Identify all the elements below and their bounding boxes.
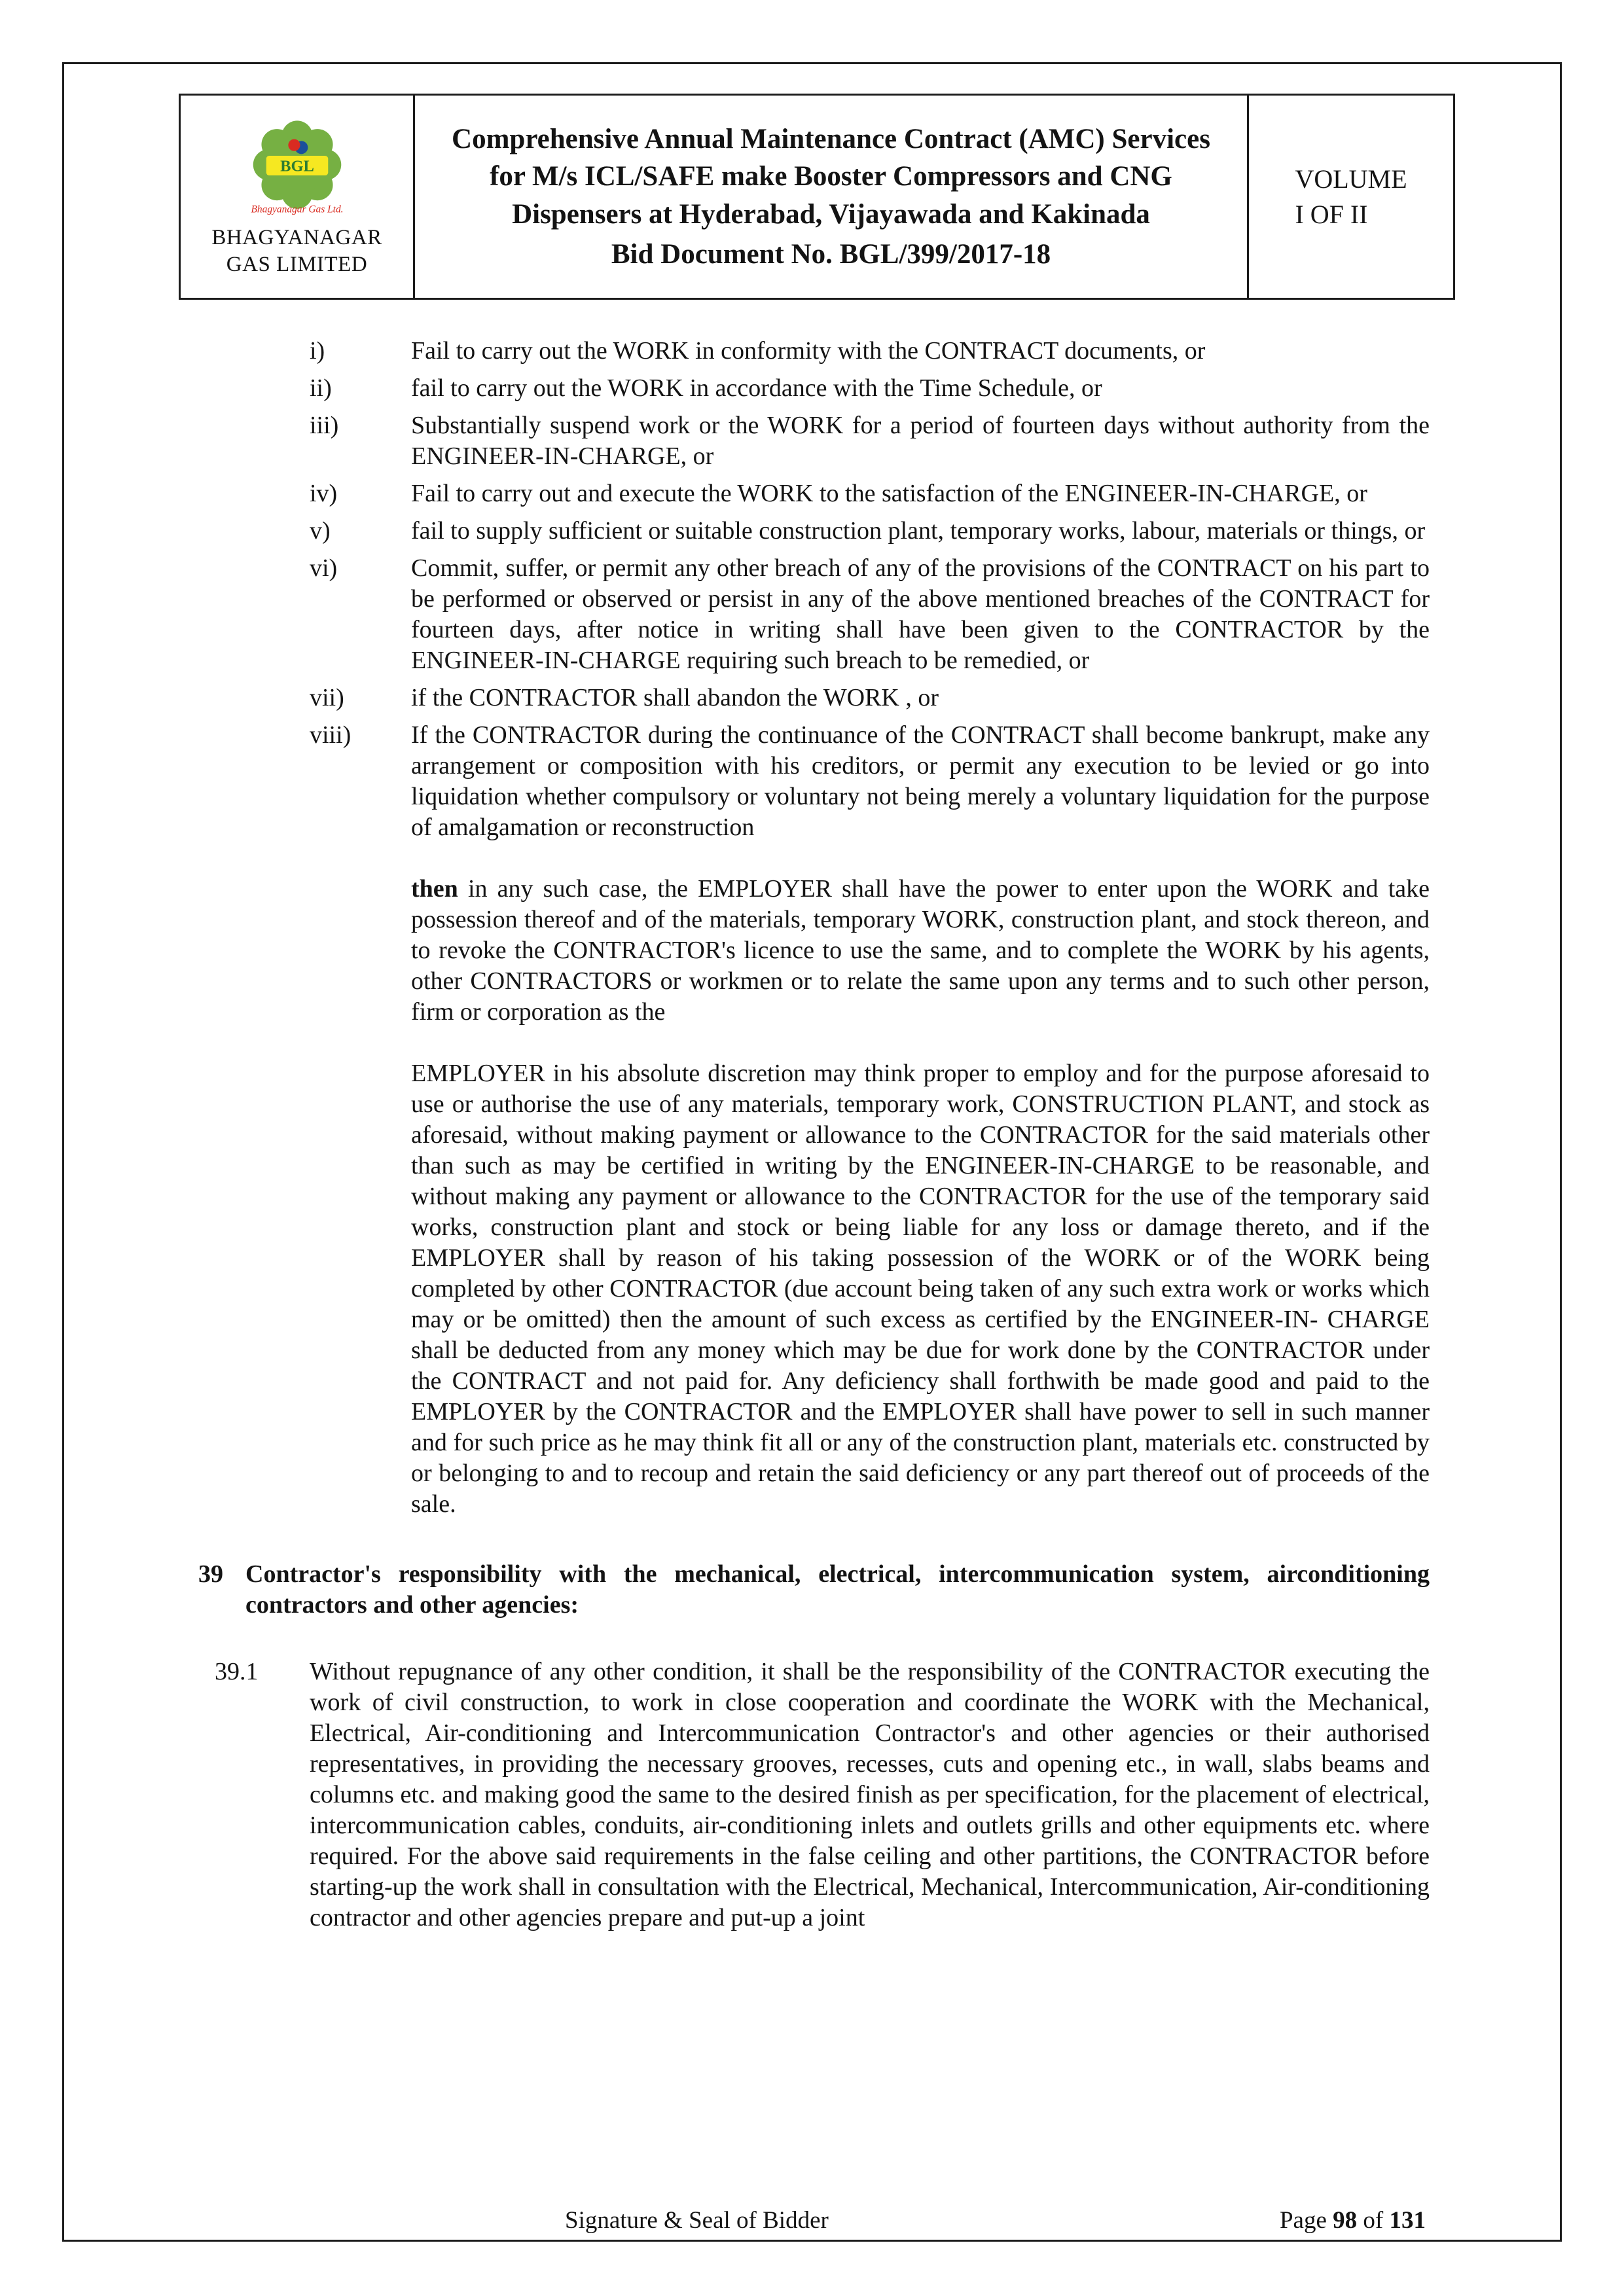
section-39-heading	[198, 1559, 1430, 1621]
page-border-frame	[62, 62, 1562, 2242]
bgl-logo-icon	[232, 115, 363, 223]
logo-subtitle: Bhagyanagar Gas Ltd.	[250, 204, 344, 215]
clause-39-1-number: 39.1	[215, 1658, 259, 1685]
clause-number: v)	[310, 517, 331, 545]
paragraph-then-text: in any such case, the EMPLOYER shall have the power to enter upon the WORK and take possession thereof and of the materials, temporary WORK, construction plant, and stock thereon, and to revoke the CONTRACTOR's licence to use the same, and to complete the WORK by his agents, other CONTRACTORS or workmen or to relate the same upon any terms and to such other person, firm or corporation as the	[411, 875, 1430, 1026]
clause-item-v	[198, 516, 1430, 547]
signature-label: Signature & Seal of Bidder	[565, 2207, 829, 2234]
org-name-line2: GAS LIMITED	[226, 253, 368, 276]
then-keyword: then	[411, 875, 458, 903]
logo-cell	[181, 96, 415, 298]
clause-item-vii	[198, 683, 1430, 713]
clause-item-iii	[198, 410, 1430, 472]
clause-item-iv	[198, 478, 1430, 509]
volume-label	[1295, 162, 1407, 232]
volume-line2: I OF II	[1295, 199, 1368, 229]
page-number: 98	[1333, 2207, 1358, 2234]
clause-number: vii)	[310, 684, 344, 711]
clause-item-viii	[198, 720, 1430, 843]
paragraph-then	[411, 874, 1430, 1028]
page-total: 131	[1389, 2207, 1426, 2234]
section-heading-text: Contractor's responsibility with the mechanical, electrical, intercommunication system, airconditioning contractors and other agencies:	[245, 1560, 1430, 1619]
contract-title: Comprehensive Annual Maintenance Contract (AMC) Services for M/s ICL/SAFE make Booster Compressors and CNG Dispensers at Hyderabad, Vijayawada and Kakinada	[452, 124, 1210, 230]
page-indicator	[1280, 2206, 1426, 2234]
clause-list	[198, 336, 1430, 843]
clause-text: if the CONTRACTOR shall abandon the WORK , or	[411, 684, 939, 711]
clause-text: Fail to carry out and execute the WORK to the satisfaction of the ENGINEER-IN-CHARGE, or	[411, 480, 1367, 507]
page-label: Page	[1279, 2207, 1333, 2234]
clause-number: iv)	[310, 480, 338, 507]
clause-number: vi)	[310, 554, 338, 582]
section-number: 39	[198, 1560, 223, 1588]
org-name-line1: BHAGYANAGAR	[211, 225, 382, 249]
logo-drop-red-icon	[288, 139, 300, 151]
clause-text: fail to carry out the WORK in accordance with the Time Schedule, or	[411, 374, 1102, 402]
clause-item-i	[198, 336, 1430, 367]
clause-text: If the CONTRACTOR during the continuance of the CONTRACT shall become bankrupt, make any arrangement or composition with his creditors, or permit any execution to be levied or go into liquidation whether compulsory or voluntary not being merely a voluntary liquidation for the purpose of amalgamation or reconstruction	[411, 721, 1430, 841]
paragraph-employer: EMPLOYER in his absolute discretion may think proper to employ and for the purpose aforesaid to use or authorise the use of any materials, temporary work, CONSTRUCTION PLANT, and stock as aforesaid, without making payment or allowance to the CONTRACTOR for the said materials other than such as may be certified in writing by the ENGINEER-IN-CHARGE to be reasonable, and without making any payment or allowance to the CONTRACTOR for the use of the temporary said works, construction plant and stock or being liable for any loss or damage thereto, and if the EMPLOYER shall by reason of his taking possession of the WORK or of the WORK being completed by other CONTRACTOR (due account being taken of any such extra work or works which may or be omitted) then the amount of such excess as certified by the ENGINEER-IN- CHARGE shall be deducted from any money which may be due for work done by the CONTRACTOR under the CONTRACT and not paid for. Any deficiency shall forthwith be made good and paid to the EMPLOYER by the CONTRACTOR and the EMPLOYER shall have power to sell in such manner and for such price as he may think fit all or any of the construction plant, materials etc. constructed by or belonging to and to recoup and retain the said deficiency or any part thereof out of proceeds of the sale.	[411, 1060, 1430, 1518]
clause-39-1	[198, 1657, 1430, 1933]
clause-text: Fail to carry out the WORK in conformity with the CONTRACT documents, or	[411, 337, 1206, 365]
logo-acronym: BGL	[280, 157, 314, 175]
clause-text: fail to supply sufficient or suitable construction plant, temporary works, labour, materials or things, or	[411, 517, 1426, 545]
clause-text: Commit, suffer, or permit any other breach of any of the provisions of the CONTRACT on his part to be performed or observed or persist in any of the above mentioned breaches of the CONTRACT for fourteen days, after notice in writing shall have been given to the CONTRACTOR by the ENGINEER-IN-CHARGE requiring such breach to be remedied, or	[411, 554, 1430, 674]
clause-text: Substantially suspend work or the WORK for a period of fourteen days without authority from the ENGINEER-IN-CHARGE, or	[411, 412, 1430, 470]
clause-39-1-text: Without repugnance of any other condition, it shall be the responsibility of the CONTRACTOR executing the work of civil construction, to work in close cooperation and coordinate the WORK with the Mechanical, Electrical, Air-conditioning and Intercommunication Contractor's and other agencies or their authorised representatives, in providing the necessary grooves, recesses, cuts and opening etc., in wall, slabs beams and columns etc. and making good the same to the desired finish as per specification, for the placement of electrical, intercommunication cables, conduits, air-conditioning inlets and outlets grills and other equipments etc. where required. For the above said requirements in the false ceiling and other partitions, the CONTRACTOR before starting-up the work shall in consultation with the Electrical, Mechanical, Intercommunication, Air-conditioning contractor and other agencies prepare and put-up a joint	[310, 1658, 1430, 1931]
clause-number: ii)	[310, 374, 332, 402]
title-cell	[415, 96, 1249, 298]
clause-number: viii)	[310, 721, 352, 749]
header-table	[179, 94, 1455, 300]
volume-line1: VOLUME	[1295, 164, 1407, 194]
volume-cell	[1249, 96, 1453, 298]
page-footer	[64, 2200, 1560, 2234]
clause-number: i)	[310, 337, 325, 365]
org-name	[211, 224, 382, 279]
document-body	[64, 300, 1562, 1933]
page-of-label: of	[1357, 2207, 1390, 2234]
clause-item-ii	[198, 373, 1430, 404]
bid-document-number: Bid Document No. BGL/399/2017-18	[611, 238, 1051, 270]
clause-number: iii)	[310, 412, 339, 439]
clause-item-vi	[198, 553, 1430, 676]
